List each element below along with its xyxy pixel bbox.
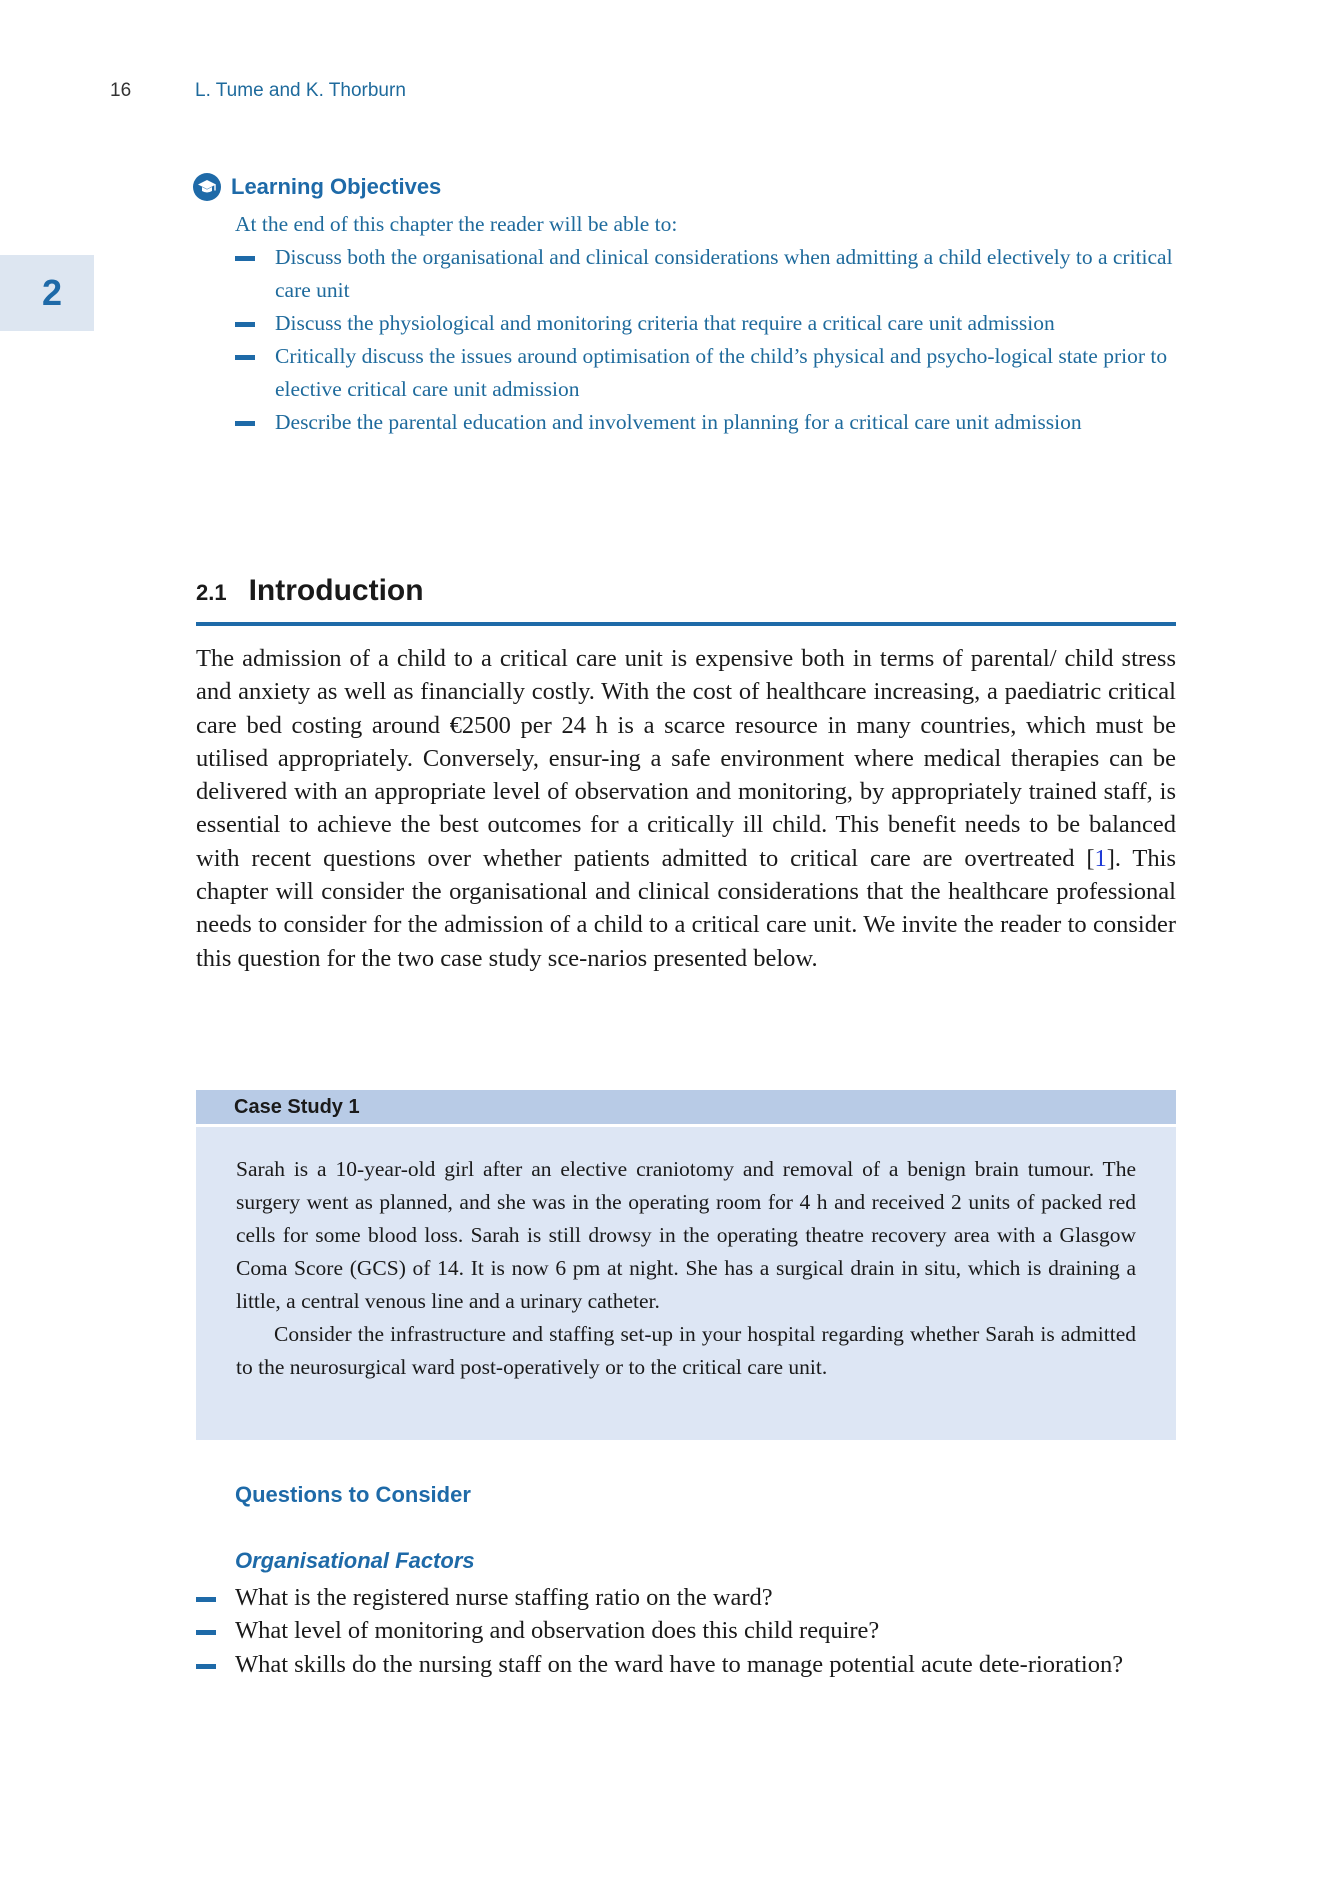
section-number: 2.1 — [196, 580, 227, 605]
dash-bullet — [235, 322, 255, 327]
running-header-authors: L. Tume and K. Thorburn — [195, 80, 406, 101]
chapter-number: 2 — [41, 272, 63, 313]
intro-paragraph — [196, 642, 1176, 975]
questions-list — [196, 1581, 1176, 1681]
objective-text: Describe the parental education and involvement in planning for a critical care unit admission — [275, 410, 1082, 434]
objective-item — [235, 307, 1175, 340]
section-title: Introduction — [248, 574, 424, 607]
chapter-tab — [0, 255, 94, 331]
objective-text: Discuss both the organisational and clinical considerations when admitting a child electively to a critical care unit — [275, 245, 1173, 302]
dash-bullet — [196, 1630, 216, 1635]
intro-text-after-reference: ]. This chapter will consider the organisational and clinical considerations that the healthcare professional needs to consider for the admission of a child to a critical care unit. We invite the reader to consider this question for the two case study sce-narios presented below. — [196, 844, 1176, 972]
question-item — [196, 1581, 1176, 1614]
question-item — [196, 1614, 1176, 1647]
case-study-title: Case Study 1 — [196, 1090, 1176, 1127]
case-study-paragraph: Sarah is a 10-year-old girl after an elective craniotomy and removal of a benign brain tumour. The surgery went as planned, and she was in the operating room for 4 h and received 2 units of packed red cells for some blood loss. Sarah is still drowsy in the operating theatre recovery area with a Glasgow Coma Score (GCS) of 14. It is now 6 pm at night. She has a surgical drain in situ, which is draining a little, a central venous line and a urinary catheter. — [236, 1157, 1136, 1313]
learning-objectives-title: Learning Objectives — [231, 174, 442, 199]
learning-objectives-heading — [193, 170, 1143, 204]
dash-bullet — [235, 421, 255, 426]
graduation-cap-icon — [193, 173, 221, 201]
objective-item — [235, 340, 1175, 406]
learning-objectives — [193, 170, 1173, 439]
question-text: What level of monitoring and observation does this child require? — [235, 1617, 880, 1645]
learning-objectives-intro: At the end of this chapter the reader will be able to: — [235, 212, 678, 236]
dash-bullet — [196, 1664, 216, 1669]
case-study-paragraph: Consider the infrastructure and staffing set-up in your hospital regarding whether Sarah is admitted to the neurosurgical ward post-operatively or to the critical care unit. — [236, 1322, 1136, 1379]
dash-bullet — [235, 256, 255, 261]
questions-heading: Questions to Consider — [235, 1482, 471, 1507]
learning-objectives-list — [235, 241, 1173, 439]
question-text: What skills do the nursing staff on the ward have to manage potential acute dete-rioration? — [235, 1650, 1124, 1678]
objective-text: Discuss the physiological and monitoring criteria that require a critical care unit admission — [275, 311, 1055, 335]
organisational-factors-heading: Organisational Factors — [235, 1548, 475, 1573]
objective-item — [235, 241, 1175, 307]
intro-text-before-reference: The admission of a child to a critical care unit is expensive both in terms of parental/ child stress and anxiety as well as financially costly. With the cost of healthcare increasing, a paediatric critical care bed costing around €2500 per 24 h is a scarce resource in many countries, which must be utilised appropriately. Conversely, ensur-ing a safe environment where medical therapies can be delivered with an appropriate level of observation and monitoring, by appropriately trained staff, is essential to achieve the best outcomes for a critically ill child. This benefit needs to be balanced with recent questions over whether patients admitted to critical care are overtreated [ — [196, 645, 1176, 872]
objective-text: Critically discuss the issues around optimisation of the child’s physical and psycho-logical state prior to elective critical care unit admission — [275, 344, 1168, 401]
page-number: 16 — [110, 80, 132, 101]
case-study-body — [196, 1127, 1176, 1384]
dash-bullet — [196, 1597, 216, 1602]
objective-item — [235, 406, 1175, 439]
reference-link[interactable]: 1 — [1094, 844, 1107, 872]
dash-bullet — [235, 355, 255, 360]
question-text: What is the registered nurse staffing ratio on the ward? — [235, 1584, 773, 1611]
case-study-box — [196, 1090, 1176, 1440]
section-heading — [196, 570, 1176, 626]
question-item — [196, 1648, 1176, 1681]
